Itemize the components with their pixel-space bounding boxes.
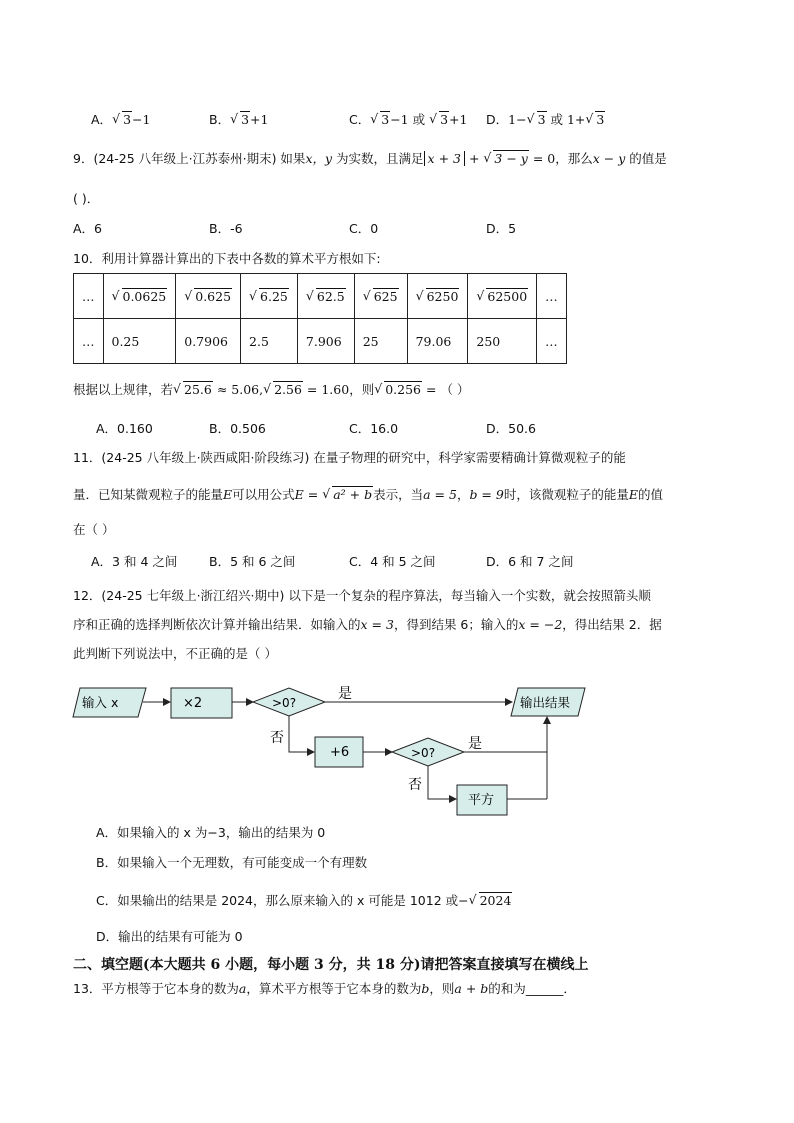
q9-option-b: B．-6 [209, 221, 243, 236]
table-cell: 0.7906 [176, 319, 241, 364]
q10-option-d: D．50.6 [486, 421, 536, 436]
table-cell: √ 6.25 [241, 274, 298, 319]
table-cell: 0.25 [103, 319, 176, 364]
table-cell: … [537, 274, 567, 319]
q9-paren: ( )． [73, 191, 100, 206]
yes1-label: 是 [338, 686, 352, 702]
q11-option-a: A．3 和 4 之间 [91, 554, 178, 569]
table-cell: 2.5 [241, 319, 298, 364]
q12-option-b: B．如果输入一个无理数，有可能变成一个有理数 [96, 855, 368, 870]
q11-line1: 11．(24-25 八年级上·陕西咸阳·阶段练习) 在量子物理的研究中，科学家需要精确计算微观粒子的能 [73, 450, 626, 465]
q10-option-a: A．0.160 [96, 421, 153, 436]
table-cell: 7.906 [297, 319, 354, 364]
table-cell: … [74, 319, 104, 364]
q12-line1: 12．(24-25 七年级上·浙江绍兴·期中) 以下是一个复杂的程序算法，每当输入一个实数，就会按照箭头顺 [73, 588, 651, 603]
q13-stem: 13．平方根等于它本身的数为a，算术平方根等于它本身的数为b，则a + b的和为______． [73, 981, 576, 996]
q11-line2: 量．已知某微观粒子的能量E可以用公式E = √ a² + b表示，当a = 5，b = 9时，该微观粒子的能量E的值 [73, 485, 663, 503]
section-heading: 二、填空题(本大题共 6 小题，每小题 3 分，共 18 分)请把答案直接填写在横线上 [73, 957, 589, 973]
table-cell: √ 62.5 [297, 274, 354, 319]
q11-line3: 在（ ） [73, 522, 115, 537]
q12-line2: 序和正确的选择判断依次计算并输出结果．如输入的x = 3，得到结果 6；输入的x = −2，得出结果 2．据 [73, 617, 662, 632]
sqrt-table [73, 273, 567, 364]
table-cell: … [74, 274, 104, 319]
q9-stem: 9．(24-25 八年级上·江苏泰州·期末) 如果x，y 为实数，且满足 x + 3 + √ 3 − y = 0，那么x − y 的值是 [73, 149, 667, 167]
q12-option-c: C．如果输出的结果是 2024，那么原来输入的 x 可能是 1012 或−√ 2024 [96, 891, 512, 909]
program-flowchart [70, 680, 590, 825]
q10-option-b: B．0.506 [209, 421, 266, 436]
q11-option-b: B．5 和 6 之间 [209, 554, 296, 569]
output-label: 输出结果 [520, 695, 571, 710]
times2-label: ×2 [183, 696, 203, 711]
table-cell: √ 62500 [468, 274, 537, 319]
no1-label: 否 [270, 730, 284, 746]
table-cell: 79.06 [407, 319, 468, 364]
q10-option-c: C．16.0 [349, 421, 399, 436]
table-cell: √ 0.0625 [103, 274, 176, 319]
q9-option-a: A．6 [73, 221, 103, 236]
cond2-label: >0? [411, 746, 436, 760]
q11-option-d: D．6 和 7 之间 [486, 554, 574, 569]
q12-option-a: A．如果输入的 x 为−3，输出的结果为 0 [96, 825, 326, 840]
input-label: 输入 x [82, 695, 119, 710]
q8-option-c: C．√ 3−1 或 √ 3+1 [349, 110, 467, 128]
q8-option-a: A．√ 3−1 [91, 110, 150, 128]
no2-label: 否 [408, 777, 422, 793]
table-cell: √ 6250 [407, 274, 468, 319]
q9-option-d: D．5 [486, 221, 517, 236]
q8-option-d: D．1−√ 3 或 1+√ 3 [486, 110, 605, 128]
table-cell: … [537, 319, 567, 364]
q11-option-c: C．4 和 5 之间 [349, 554, 436, 569]
q8-option-b: B．√ 3+1 [209, 110, 268, 128]
q9-option-c: C．0 [349, 221, 379, 236]
table-row [74, 274, 567, 319]
q12-option-d: D．输出的结果有可能为 0 [96, 929, 243, 944]
table-cell: 25 [354, 319, 407, 364]
q10-stem: 10．利用计算器计算出的下表中各数的算术平方根如下: [73, 251, 381, 266]
table-cell: √ 0.625 [176, 274, 241, 319]
table-cell: 250 [468, 319, 537, 364]
table-row [74, 319, 567, 364]
cond1-label: >0? [272, 696, 297, 710]
q9-abs-expr: x + 3 [424, 151, 465, 166]
q10-rule: 根据以上规律，若√ 25.6 ≈ 5.06,√ 2.56 = 1.60，则√ 0.256 = （ ） [73, 380, 469, 398]
yes2-label: 是 [468, 736, 482, 752]
square-label: 平方 [468, 793, 495, 808]
q12-line3: 此判断下列说法中，不正确的是（ ） [73, 646, 277, 661]
table-cell: √ 625 [354, 274, 407, 319]
answer-blank: ______ [525, 981, 564, 996]
plus6-label: +6 [330, 745, 350, 760]
